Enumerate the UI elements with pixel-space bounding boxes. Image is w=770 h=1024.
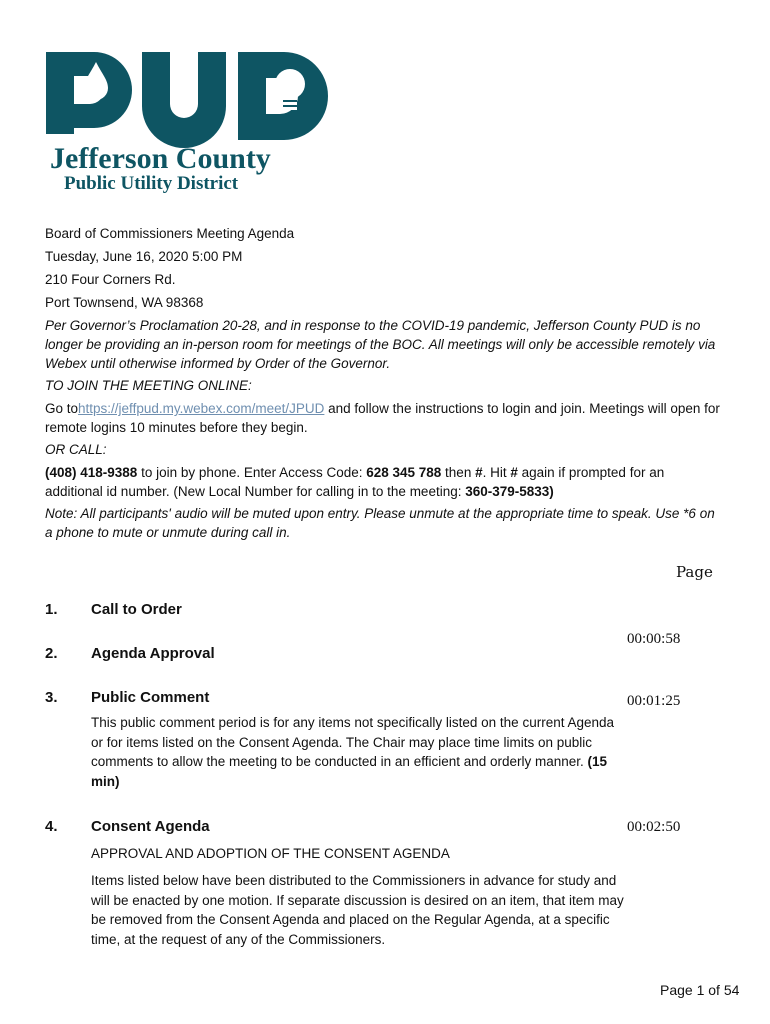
logo-line2: Public Utility District [64,173,239,194]
meeting-title: Board of Commissioners Meeting Agenda [45,226,295,241]
item-body-text: This public comment period is for any items not specifically listed on the current Agenda or for items listed on the Consent Agenda. The Chair may place time limits on public comments to allow the meeting to be conducted in an efficient and orderly manner. [91,715,615,769]
address-line-2: Port Townsend, WA 98368 [45,295,204,310]
phone-text: again if prompted for an additional id number. (New Local Number for calling in to the meeting: [45,465,665,499]
join-instructions [45,399,725,437]
address-line-1: 210 Four Corners Rd. [45,272,176,287]
item-subheading: APPROVAL AND ADOPTION OF THE CONSENT AGENDA [91,846,450,861]
item-number: 2. [45,645,58,662]
phone-instructions [45,463,725,501]
phone-number: (408) 418-9388 [45,465,138,480]
mute-note: Note: All participants' audio will be muted upon entry. Please unmute at the appropriate time to speak. Use *6 on a phone to mute or unmute during call in. [45,506,715,540]
join-heading: TO JOIN THE MEETING ONLINE: [45,378,252,393]
pud-logo [44,46,336,196]
meeting-datetime: Tuesday, June 16, 2020 5:00 PM [45,249,243,264]
phone-text: then [441,465,476,480]
goto-suffix: and follow the instructions to login and join. Meetings will open for remote logins 10 minutes before they begin. [45,401,720,435]
or-call-heading: OR CALL: [45,442,107,457]
item-title: Public Comment [91,689,210,706]
item-description [91,713,621,791]
webex-link[interactable]: https://jeffpud.my.webex.com/meet/JPUD [78,401,325,416]
phone-text: . Hit [482,465,511,480]
item-number: 3. [45,689,58,706]
item-number: 1. [45,601,58,618]
local-number: 360-379-5833) [465,484,554,499]
goto-prefix: Go to [45,401,79,416]
meeting-header [45,224,725,545]
page-column-header: Page [676,563,713,581]
item-title: Call to Order [91,601,182,618]
item-number: 4. [45,818,58,835]
phone-text: to join by phone. Enter Access Code: [137,465,367,480]
page-indicator: Page 1 of 54 [660,982,740,998]
access-code: 628 345 788 [366,465,442,480]
timestamp: 00:00:58 [627,631,681,647]
hash-key: # [475,465,483,480]
item-duration: (15 min) [91,754,608,789]
item-title: Agenda Approval [91,645,215,662]
agenda-item [45,818,665,958]
timestamp: 00:02:50 [627,819,681,835]
hash-key: # [510,465,518,480]
item-title: Consent Agenda [91,818,210,835]
timestamp: 00:01:25 [627,693,681,709]
proclamation-text: Per Governor’s Proclamation 20-28, and in response to the COVID-19 pandemic, Jefferson County PUD is no longer be providing an in-person room for meetings of the BOC. All meetings will only be accessible remotely via Webex until otherwise informed by Order of the Governor. [45,318,716,371]
agenda-item [45,689,665,799]
item-description: Items listed below have been distributed to the Commissioners in advance for study and will be enacted by one motion. If separate discussion is desired on an item, that item may be removed from the Consent Agenda and placed on the Regular Agenda, at a specific time, at the request of any of the Commissioners. [91,873,624,947]
logo-line1: Jefferson County [50,142,271,175]
